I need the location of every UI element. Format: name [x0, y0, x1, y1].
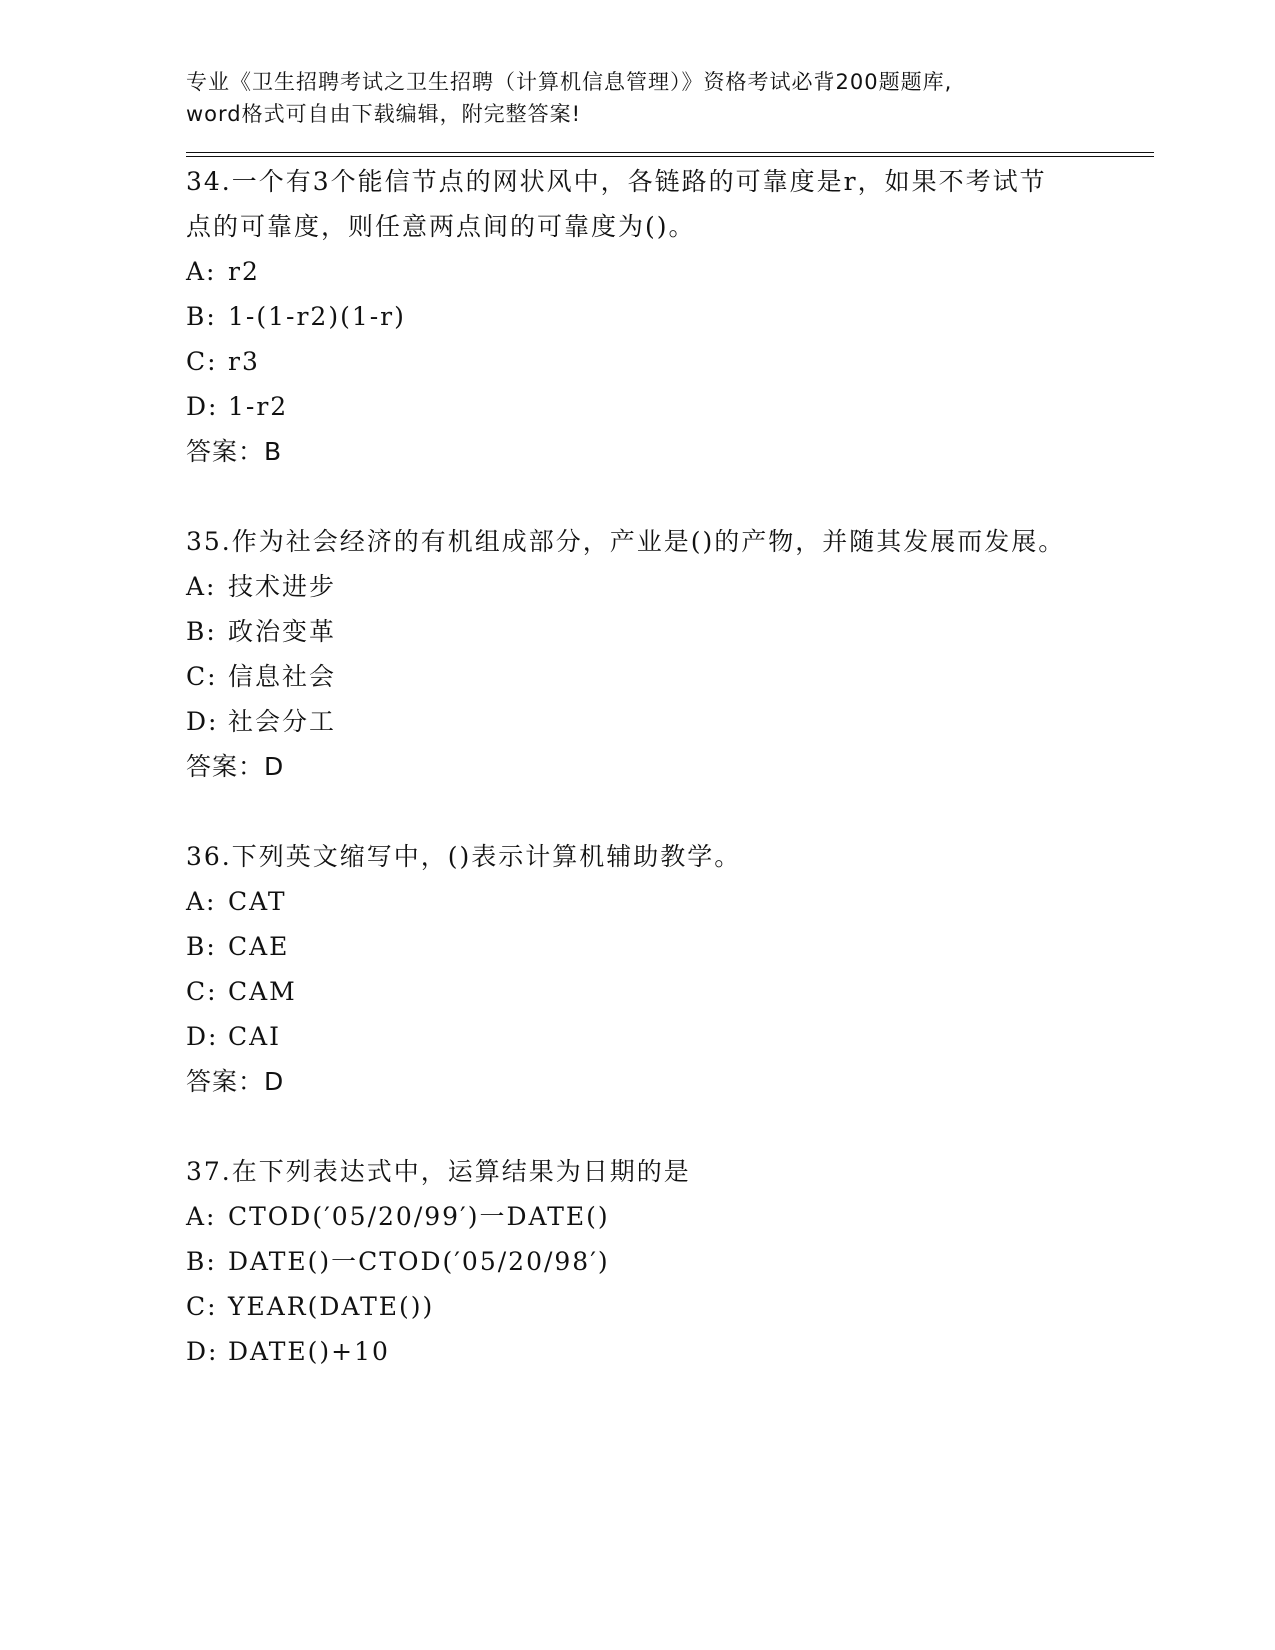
option-c	[186, 1284, 1146, 1329]
option-letter: C:	[186, 1292, 218, 1321]
option-a	[186, 1194, 1146, 1239]
option-d	[186, 384, 1146, 429]
option-letter: D:	[186, 1022, 219, 1051]
option-text: DATE()一CTOD(′05/20/98′)	[228, 1247, 610, 1276]
option-b	[186, 1239, 1146, 1284]
option-text: CAE	[228, 932, 290, 961]
option-b	[186, 294, 1146, 339]
option-a	[186, 564, 1146, 609]
option-letter: B:	[186, 302, 217, 331]
option-letter: D:	[186, 707, 219, 736]
question-34	[186, 159, 1146, 474]
option-letter: A:	[186, 887, 217, 916]
option-c	[186, 969, 1146, 1014]
option-text: 信息社会	[228, 662, 337, 691]
option-a	[186, 879, 1146, 924]
option-text: r2	[228, 257, 260, 286]
option-letter: D:	[186, 392, 219, 421]
option-text: CAM	[228, 977, 297, 1006]
question-37	[186, 1149, 1146, 1374]
option-c	[186, 339, 1146, 384]
option-text: YEAR(DATE())	[228, 1292, 435, 1321]
option-b	[186, 924, 1146, 969]
option-letter: B:	[186, 617, 217, 646]
option-letter: C:	[186, 662, 218, 691]
document-header	[186, 66, 1146, 130]
question-text: 34.一个有3个能信节点的网状风中，各链路的可靠度是r，如果不考试节点的可靠度，则任意两点间的可靠度为()。	[186, 167, 1047, 241]
option-d	[186, 699, 1146, 744]
document-page	[186, 66, 1146, 1419]
option-text: 技术进步	[228, 572, 337, 601]
option-text: CAT	[228, 887, 287, 916]
option-text: CTOD(′05/20/99′)一DATE()	[228, 1202, 610, 1231]
option-text: r3	[228, 347, 260, 376]
option-letter: A:	[186, 257, 217, 286]
header-line-1: 专业《卫生招聘考试之卫生招聘（计算机信息管理）》资格考试必背200题题库,	[186, 70, 953, 94]
option-text: 1-(1-r2)(1-r)	[228, 302, 406, 331]
option-text: 1-r2	[228, 392, 289, 421]
header-divider	[186, 152, 1154, 157]
answer-label: 答案：D	[186, 752, 285, 781]
option-d	[186, 1329, 1146, 1374]
option-c	[186, 654, 1146, 699]
option-text: 社会分工	[228, 707, 337, 736]
option-d	[186, 1014, 1146, 1059]
question-36	[186, 834, 1146, 1104]
option-letter: D:	[186, 1337, 219, 1366]
question-35	[186, 519, 1146, 789]
option-letter: C:	[186, 347, 218, 376]
option-b	[186, 609, 1146, 654]
header-line-2: word格式可自由下载编辑，附完整答案!	[186, 102, 582, 126]
option-text: DATE()+10	[228, 1337, 390, 1366]
option-letter: C:	[186, 977, 218, 1006]
answer-label: 答案：B	[186, 437, 283, 466]
question-text: 36.下列英文缩写中，()表示计算机辅助教学。	[186, 842, 742, 871]
question-text: 35.作为社会经济的有机组成部分，产业是()的产物，并随其发展而发展。	[186, 527, 1066, 556]
option-text: CAI	[228, 1022, 282, 1051]
option-letter: A:	[186, 572, 217, 601]
question-text: 37.在下列表达式中，运算结果为日期的是	[186, 1157, 691, 1186]
question-list	[186, 159, 1146, 1374]
option-text: 政治变革	[228, 617, 337, 646]
option-letter: B:	[186, 1247, 217, 1276]
option-letter: B:	[186, 932, 217, 961]
answer-label: 答案：D	[186, 1067, 285, 1096]
option-letter: A:	[186, 1202, 217, 1231]
option-a	[186, 249, 1146, 294]
